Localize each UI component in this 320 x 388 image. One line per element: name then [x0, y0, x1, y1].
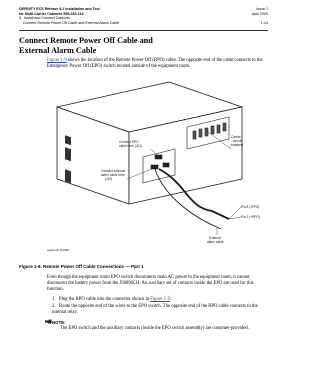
note-label: NOTE: [52, 320, 66, 325]
note-hand-icon [45, 319, 52, 324]
label-pin8: Pin 8 (-RPO) [241, 205, 260, 209]
running-header-right [252, 7, 268, 25]
label-breakers: breakers [231, 143, 244, 147]
body-paragraph: Even though the equipment room EPO switch disconnects main AC power to the equipment room, it cannot disconnect the battery power from the J58890CH. An auxiliary set of contacts inside the EPO are used for this function. [47, 275, 254, 292]
figure-caption: Figure 1-9. Remote Power Off Cable Connections — Part 1 [19, 264, 144, 269]
section-title: Connect Remote Power Off Cable and External Alarm Cable [19, 36, 153, 55]
label-ext-1: Connect external [101, 169, 126, 173]
label-rpo-1: Connect RPO [119, 140, 139, 144]
note-text: The EPO switch and the auxiliary contacts (inside the EPO switch assembly) are customer-provided. [60, 326, 249, 331]
label-rpo-2: cable here (J21) [119, 144, 143, 148]
doc-title: DEFINITY ECS Release 8.2 Installation and Test [19, 7, 100, 11]
label-pin2: Pin 2 (+RPO) [241, 215, 261, 219]
label-alarm-1: External [209, 236, 221, 240]
issue-date: April 2000 [251, 11, 268, 16]
chapter-number: 1 [19, 16, 21, 21]
chapter-title: Install and Connect Cabinets [24, 16, 70, 21]
breaker [217, 125, 220, 133]
header-rule [19, 30, 268, 31]
running-header-left [19, 7, 119, 25]
breaker [205, 128, 208, 136]
breaker [211, 126, 214, 134]
vent-slot [65, 147, 71, 161]
alarm-connector [151, 165, 158, 169]
issue-label: Issue 1 [256, 7, 268, 11]
label-ext-2: alarm cable here [101, 173, 125, 177]
rpo-connector [155, 155, 162, 159]
label-circuit: circuit [233, 139, 242, 143]
doc-subtitle: for Multi-Carrier Cabinets 555-233-114 [19, 11, 84, 16]
section-running-title: Connect Remote Power Off Cable and External Alarm Cable [23, 20, 120, 25]
step-1: 1. Plug the RPO cable into the connector shown in Figure 1-9. [52, 297, 172, 302]
label-ext-3: (J19) [105, 177, 113, 181]
breaker [223, 123, 226, 131]
vent-slot [65, 169, 71, 183]
breaker [193, 131, 196, 139]
step-2: 2. Route the opposite end of the wires to the EPO switch. The opposite end of the RPO cable connects to the internal relay. [52, 304, 258, 315]
label-carrier: Carrier [231, 135, 241, 139]
intro-paragraph: Figure 1-9 shows the location of the Remote Power Off (RPO) cable. The opposite end of the cable connects to the Emergency Power Off (EPO) switch located outside of the equipment room. [47, 58, 263, 69]
rpo-cable-figure [47, 79, 269, 255]
figure-link[interactable]: Figure 1-9 [150, 297, 170, 302]
page-number: 1-24 [260, 20, 268, 25]
label-alarm-2: alarm cable [207, 240, 224, 244]
breaker [199, 129, 202, 137]
figure-link[interactable]: Figure 1-9 [47, 58, 67, 63]
connector-misc [163, 163, 169, 167]
figure-code: pedpcf.cdr 061698 [47, 249, 69, 252]
